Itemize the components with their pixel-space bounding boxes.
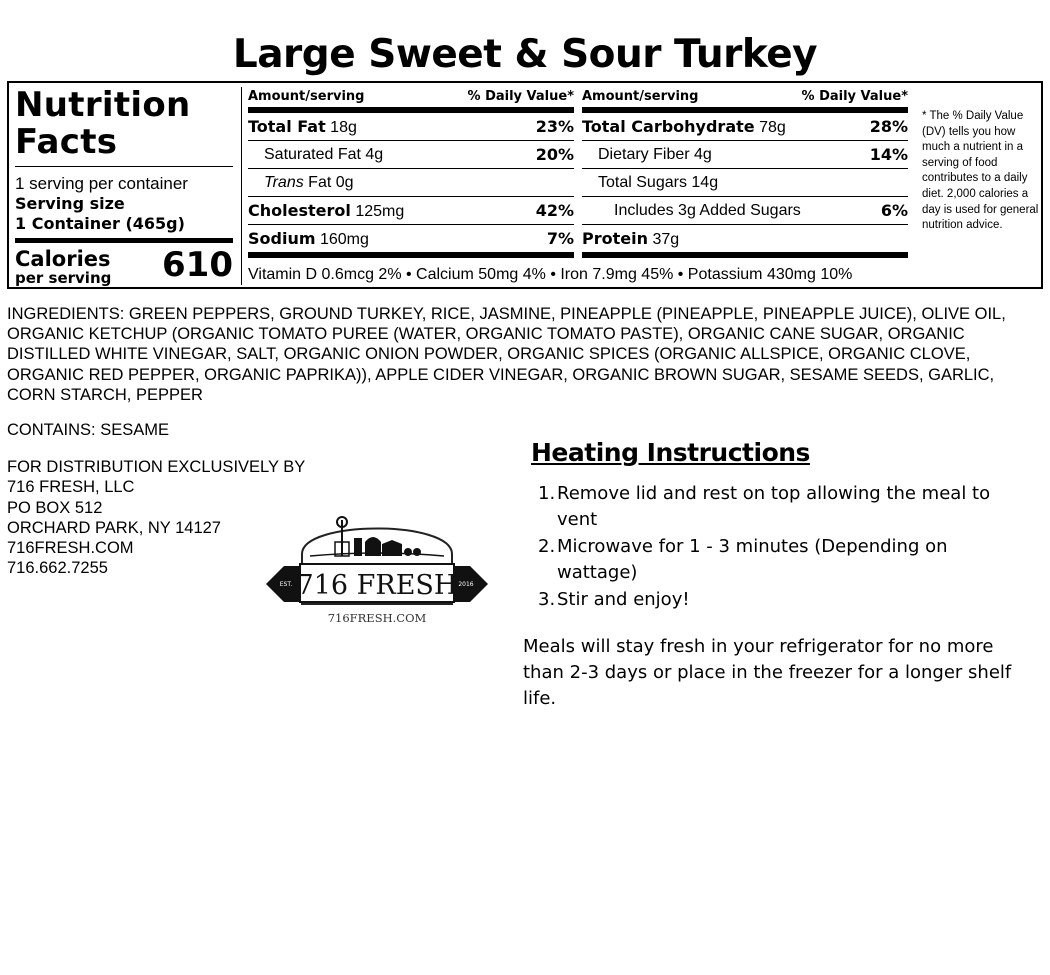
heading-line-2: Facts <box>15 122 118 162</box>
heating-instructions <box>530 438 1010 614</box>
nutrient-name: Cholesterol <box>248 200 351 220</box>
nutrient-column-right <box>582 89 908 258</box>
header-daily-value: % Daily Value* <box>467 89 574 104</box>
nutrient-row-dietary-fiber <box>582 141 908 169</box>
distributor-website: 716FRESH.COM <box>7 539 134 558</box>
nutrient-dv: 7% <box>546 229 574 248</box>
product-title: Large Sweet & Sour Turkey <box>232 32 818 77</box>
heating-instructions-title: Heating Instructions <box>531 438 810 467</box>
daily-value-footnote: * The % Daily Value (DV) tells you how much a nutrient in a serving of food contributes to a daily diet. 2,000 calories a day is used for general nutrition advice. <box>922 110 1039 232</box>
nutrient-row-cholesterol <box>248 197 574 225</box>
step-number: 1. <box>538 483 556 504</box>
nutrition-summary <box>15 87 233 293</box>
nutrient-name: Total Carbohydrate <box>582 116 755 136</box>
step-number: 3. <box>538 589 556 610</box>
nutrient-dv: 14% <box>869 145 908 164</box>
nutrient-dv: 20% <box>535 145 574 164</box>
distributor-po-box: PO BOX 512 <box>7 498 103 517</box>
nutrient-name: Includes 3g Added Sugars <box>614 201 801 219</box>
storage-note: Meals will stay fresh in your refrigerator for no more than 2-3 days or place in the freezer for a longer shelf life. <box>523 636 1012 709</box>
nutrient-row-trans-fat <box>248 169 574 197</box>
nutrient-name: Sodium <box>248 228 316 248</box>
header-amount: Amount/serving <box>582 89 699 104</box>
nutrient-row-sodium <box>248 225 574 258</box>
logo-est: EST. <box>279 581 293 588</box>
nutrient-amount: 37g <box>652 230 680 248</box>
nutrient-amount: 18g <box>330 118 357 136</box>
nutrient-amount: 160mg <box>319 230 369 248</box>
step-text: Microwave for 1 - 3 minutes (Depending on wattage) <box>557 536 948 583</box>
nutrient-amount: 4g <box>694 145 712 163</box>
serving-size-value: 1 Container (465g) <box>15 214 233 243</box>
heating-step <box>530 534 1010 586</box>
serving-size-label: Serving size <box>15 194 125 213</box>
heating-step <box>530 587 1010 613</box>
column-header <box>582 89 908 113</box>
716-fresh-logo <box>262 512 492 630</box>
allergen-statement: CONTAINS: SESAME <box>7 421 169 439</box>
nutrient-row-total-carbohydrate <box>582 113 908 141</box>
distributor-info <box>7 457 305 579</box>
calories-label: Calories <box>15 247 111 271</box>
calories-sub-label: per serving <box>15 269 112 287</box>
nutrition-facts-heading <box>15 87 233 167</box>
nutrient-dv: 23% <box>535 117 574 136</box>
divider-line <box>241 87 242 285</box>
nutrient-amount: 4g <box>365 145 384 163</box>
nutrient-amount: 78g <box>759 118 786 136</box>
nutrient-name: Protein <box>582 228 648 248</box>
logo-url: 716FRESH.COM <box>327 611 427 625</box>
calories-value: 610 <box>162 245 233 285</box>
ingredients-list: INGREDIENTS: GREEN PEPPERS, GROUND TURKEY, RICE, JASMINE, PINEAPPLE (PINEAPPLE, PINEAPPLE JUICE), OLIVE OIL, ORGANIC KETCHUP (ORGANIC TOMATO PUREE (WATER, ORGANIC TOMATO PASTE), ORGANIC CANE SUGAR, ORGANIC DISTILLED WHITE VINEGAR, SALT, ORGANIC ONION POWDER, ORGANIC SPICES (ORGANIC ALLSPICE, ORGANIC CLOVE, ORGANIC RED PEPPER, ORGANIC PAPRIKA)), APPLE CIDER VINEGAR, ORGANIC BROWN SUGAR, SESAME SEEDS, GARLIC, CORN STARCH, PEPPER <box>7 305 1006 404</box>
nutrient-row-added-sugars <box>582 197 908 225</box>
heating-step <box>530 481 1010 533</box>
calories-block <box>15 243 233 293</box>
distributor-name: 716 FRESH, LLC <box>7 478 135 497</box>
nutrient-amount: 14g <box>691 173 719 191</box>
column-header <box>248 89 574 113</box>
distributor-line: FOR DISTRIBUTION EXCLUSIVELY BY <box>7 458 306 476</box>
nutrient-name: Trans <box>264 173 304 191</box>
nutrient-name: Total Fat <box>248 116 326 136</box>
nutrient-row-protein <box>582 225 908 258</box>
step-number: 2. <box>538 536 556 557</box>
nutrient-amount: 125mg <box>355 202 405 220</box>
nutrient-dv: 6% <box>880 201 908 220</box>
nutrition-facts-panel <box>7 81 1043 289</box>
nutrient-name: Dietary Fiber <box>598 145 690 163</box>
heating-steps-list <box>530 481 1010 613</box>
nutrient-amount: Fat 0g <box>308 173 354 191</box>
header-daily-value: % Daily Value* <box>801 89 908 104</box>
nutrient-dv: 28% <box>869 117 908 136</box>
nutrient-row-total-fat <box>248 113 574 141</box>
servings-per-container: 1 serving per container <box>15 174 188 193</box>
logo-year: 2016 <box>458 581 474 588</box>
distributor-city: ORCHARD PARK, NY 14127 <box>7 518 221 537</box>
nutrient-dv: 42% <box>535 201 574 220</box>
vitamins-minerals-line: Vitamin D 0.6mcg 2% • Calcium 50mg 4% • Iron 7.9mg 45% • Potassium 430mg 10% <box>248 266 853 283</box>
step-text: Stir and enjoy! <box>557 589 690 610</box>
nutrient-row-total-sugars <box>582 169 908 197</box>
nutrient-row-saturated-fat <box>248 141 574 169</box>
nutrient-name: Saturated Fat <box>264 145 361 163</box>
header-amount: Amount/serving <box>248 89 365 104</box>
logo-wordmark: 716 FRESH <box>296 570 458 601</box>
nutrient-column-left <box>248 89 574 258</box>
heading-line-1: Nutrition <box>15 85 191 125</box>
distributor-phone: 716.662.7255 <box>7 559 108 578</box>
step-text: Remove lid and rest on top allowing the meal to vent <box>557 483 991 530</box>
nutrient-name: Total Sugars <box>598 173 687 191</box>
